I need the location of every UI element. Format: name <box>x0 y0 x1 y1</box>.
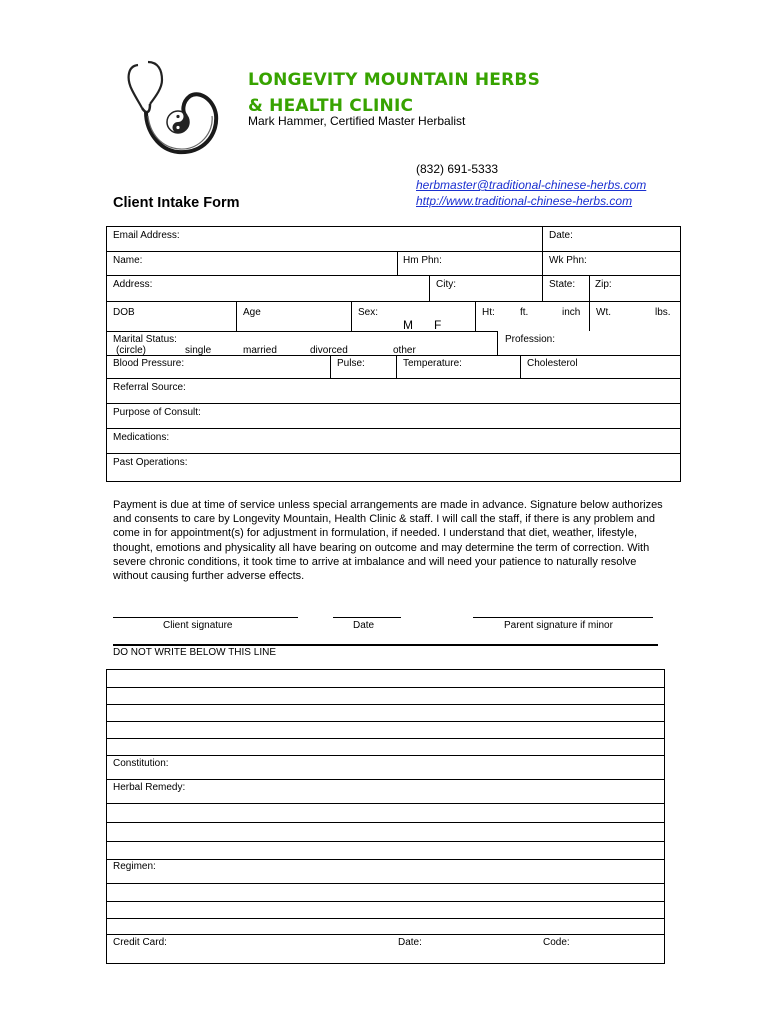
marital-status-label: Marital Status: <box>113 334 177 345</box>
email-address-label: Email Address: <box>113 230 180 241</box>
weight-lbs-unit: lbs. <box>655 307 671 318</box>
office-date-label: Date: <box>398 937 422 948</box>
cholesterol-label: Cholesterol <box>527 358 578 369</box>
clinic-name-line2: & HEALTH CLINIC <box>248 96 414 116</box>
payment-terms: Payment is due at time of service unless special arrangements are made in advance. Signature below authorizes and consents to care by Longevity Mountain, Health Clinic & staff. I will call the staff, if there is any problem and come in for appointment(s) for adjustment in formulation, if needed. I understand that diet, weather, lifestyle, thought, emotions and physicality all have bearing on outcome and may determine the term of correction. With severe chronic conditions, it took time to arrive at imbalance and will need your patience to naturally resolve without causing further adverse effects. <box>113 499 663 583</box>
marital-option-married[interactable]: married <box>243 345 277 356</box>
city-label: City: <box>436 279 456 290</box>
blood-pressure-label: Blood Pressure: <box>113 358 185 369</box>
contact-block <box>416 161 646 209</box>
date-label: Date: <box>549 230 573 241</box>
stethoscope-logo <box>118 60 228 160</box>
office-use-table <box>106 669 665 964</box>
referral-source-label: Referral Source: <box>113 382 186 393</box>
sex-option-f[interactable]: F <box>434 318 442 332</box>
pulse-label: Pulse: <box>337 358 365 369</box>
circle-hint: (circle) <box>116 345 146 356</box>
age-label: Age <box>243 307 261 318</box>
email-link[interactable]: herbmaster@traditional-chinese-herbs.com <box>416 178 647 192</box>
state-label: State: <box>549 279 576 290</box>
herbalist-name: Mark Hammer, Certified Master Herbalist <box>248 114 466 128</box>
marital-option-single[interactable]: single <box>185 345 212 356</box>
purpose-of-consult-label: Purpose of Consult: <box>113 407 201 418</box>
herbal-remedy-label: Herbal Remedy: <box>113 782 186 793</box>
marital-option-divorced[interactable]: divorced <box>310 345 348 356</box>
past-operations-label: Past Operations: <box>113 457 188 468</box>
medications-label: Medications: <box>113 432 170 443</box>
profession-label: Profession: <box>505 334 556 345</box>
parent-signature-label: Parent signature if minor <box>504 620 613 631</box>
temperature-label: Temperature: <box>403 358 462 369</box>
dob-label: DOB <box>113 307 135 318</box>
home-phone-label: Hm Phn: <box>403 255 442 266</box>
zip-label: Zip: <box>595 279 612 290</box>
constitution-label: Constitution: <box>113 758 169 769</box>
address-label: Address: <box>113 279 153 290</box>
signature-date-label: Date <box>353 620 375 631</box>
marital-option-other[interactable]: other <box>393 345 416 356</box>
sex-label: Sex: <box>358 307 379 318</box>
height-inch-unit: inch <box>562 307 581 318</box>
clinic-name <box>248 67 540 119</box>
client-signature-label: Client signature <box>163 620 233 631</box>
height-label: Ht: <box>482 307 495 318</box>
phone-number: (832) 691-5333 <box>416 162 499 176</box>
regimen-label: Regimen: <box>113 861 156 872</box>
website-link[interactable]: http://www.traditional-chinese-herbs.com <box>416 194 633 208</box>
height-ft-unit: ft. <box>520 307 529 318</box>
weight-label: Wt. <box>596 307 611 318</box>
code-label: Code: <box>543 937 570 948</box>
work-phone-label: Wk Phn: <box>549 255 587 266</box>
clinic-name-line1: LONGEVITY MOUNTAIN HERBS <box>248 70 541 90</box>
sex-option-m[interactable]: M <box>403 318 413 332</box>
name-label: Name: <box>113 255 143 266</box>
do-not-write-notice: DO NOT WRITE BELOW THIS LINE <box>113 647 276 658</box>
credit-card-label: Credit Card: <box>113 937 167 948</box>
form-title: Client Intake Form <box>113 195 240 211</box>
